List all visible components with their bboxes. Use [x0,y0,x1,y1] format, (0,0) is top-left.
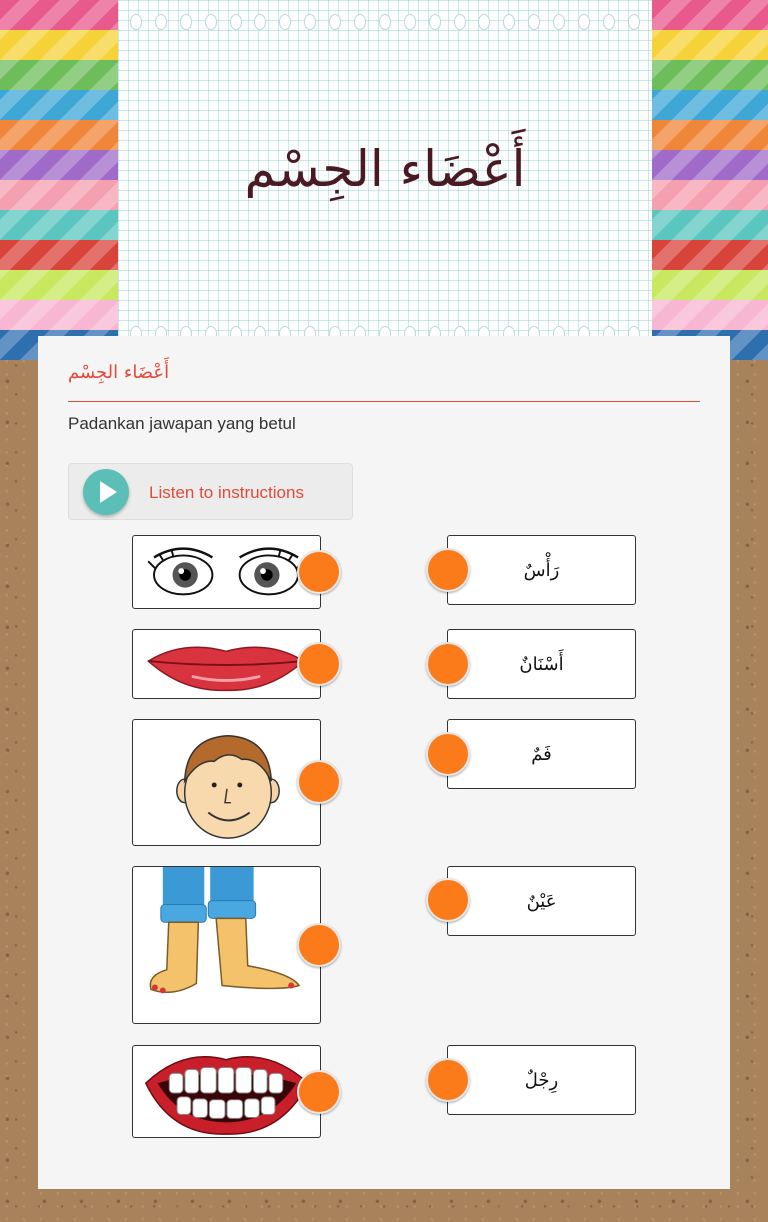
title-divider [68,401,700,402]
picture-box-face[interactable] [132,719,321,846]
right-connector-dot-5[interactable] [426,1058,470,1102]
picture-box-eyes[interactable] [132,535,321,609]
worksheet-card [38,336,730,1189]
right-connector-dot-3[interactable] [426,732,470,776]
picture-box-teeth[interactable] [132,1045,321,1138]
feet-picture [133,867,320,1023]
instruction-text: Padankan jawapan yang betul [68,414,296,433]
picture-box-lips[interactable] [132,629,321,699]
right-connector-dot-4[interactable] [426,878,470,922]
word-label: فَمٌ [531,743,552,765]
word-label: عَيْنٌ [526,890,557,912]
paper-holes-top [130,14,640,30]
left-connector-dot-2[interactable] [297,642,341,686]
teeth-picture [133,1046,320,1137]
listen-instructions-button[interactable] [68,463,353,520]
play-icon[interactable] [83,469,129,515]
word-box-4[interactable] [447,866,636,936]
chevron-pattern-left [0,0,118,360]
right-connector-dot-2[interactable] [426,642,470,686]
chevron-pattern-right [652,0,768,360]
listen-label: Listen to instructions [149,483,304,502]
word-box-5[interactable] [447,1045,636,1115]
left-connector-dot-5[interactable] [297,1070,341,1114]
word-box-1[interactable] [447,535,636,605]
left-connector-dot-4[interactable] [297,923,341,967]
worksheet-title: أَعْضَاء الجِسْم [68,362,170,383]
left-connector-dot-3[interactable] [297,760,341,804]
boy-face-picture [133,720,320,845]
word-label: أَسْنَانٌ [519,653,564,675]
word-box-3[interactable] [447,719,636,789]
word-label: رِجْلٌ [524,1069,559,1091]
left-connector-dot-1[interactable] [297,550,341,594]
header-banner [0,0,768,360]
eyes-picture [133,536,320,608]
right-connector-dot-1[interactable] [426,548,470,592]
lips-picture [133,630,320,698]
picture-box-feet[interactable] [132,866,321,1024]
word-label: رَأْسٌ [523,559,560,581]
word-box-2[interactable] [447,629,636,699]
banner-title: أَعْضَاء الجِسْم [244,140,526,198]
